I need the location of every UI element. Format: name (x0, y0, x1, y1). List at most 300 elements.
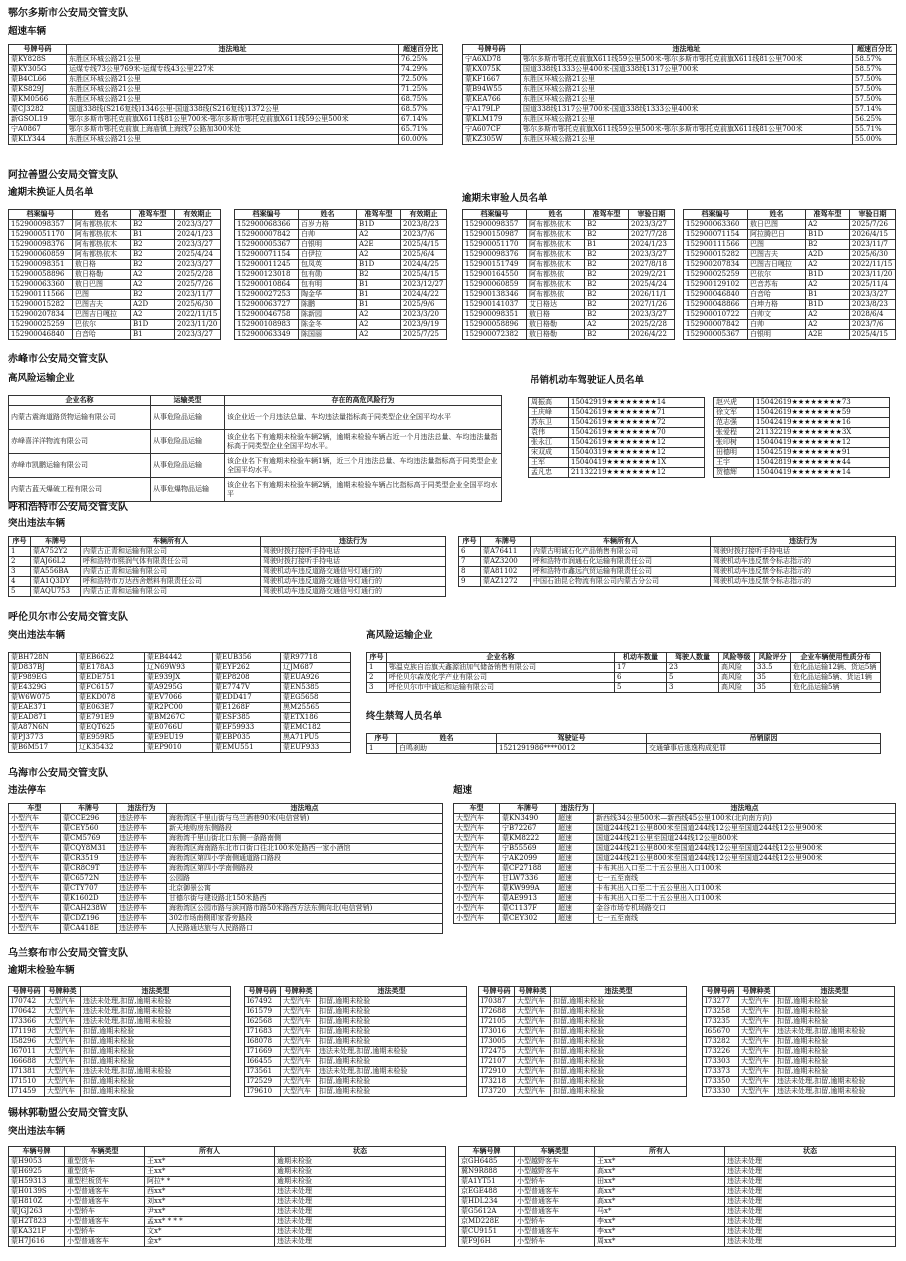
table-cell: 中国石油昆仑物流有限公司内蒙古分公司 (531, 577, 711, 587)
table-cell: 卡布其出入口至二十五公里出入口100米 (594, 884, 896, 894)
table-row (9, 478, 502, 502)
table-cell: 蒙EN5385 (281, 683, 351, 693)
table-cell: 白帅文 (748, 310, 806, 320)
table-row (479, 1057, 687, 1067)
table-cell: 阿拉腾巴日 (748, 230, 806, 240)
table-cell: 蒙AQU753 (31, 587, 81, 597)
table-cell: 蒙EAD871 (9, 713, 77, 723)
table-cell: 扣留,逾期未检验 (317, 1087, 467, 1097)
table-cell: 扣留,逾期未检验 (317, 997, 467, 1007)
table-row (459, 1157, 896, 1167)
table-cell: 大型汽车 (281, 1017, 317, 1027)
table-cell: 张爱程 (714, 428, 754, 438)
table-cell: 152900068366 (235, 220, 299, 230)
table-cell: 152900011245 (235, 260, 299, 270)
table-cell: 152900060859 (9, 250, 73, 260)
table-cell: I73282 (703, 1037, 739, 1047)
table-row (245, 1007, 467, 1017)
chifeng-highrisk-subtitle: 高风险运输企业 (8, 373, 75, 384)
table-cell: 蒙E178A3 (77, 663, 145, 673)
table-cell: I79610 (245, 1087, 281, 1097)
table-cell: 2023/3/27 (629, 250, 675, 260)
table-row (9, 1017, 231, 1027)
table-cell: 蒙CCE296 (61, 814, 117, 824)
table-cell: 蒙CEY560 (61, 824, 117, 834)
table-cell: 大型汽车 (739, 1067, 775, 1077)
column-header: 档案编号 (684, 210, 748, 220)
table-row (463, 290, 675, 300)
table-cell: 大型汽车 (739, 1047, 775, 1057)
table-cell: 小型汽车 (454, 914, 500, 924)
table-cell: 152900151749 (463, 260, 527, 270)
table-cell: 蒙KA321F (9, 1227, 65, 1237)
table-row (235, 250, 447, 260)
table-cell: 逾期未检验 (275, 1157, 446, 1167)
table-cell: A2 (806, 320, 850, 330)
table-row (479, 1077, 687, 1087)
table-cell: 违法未处理 (275, 1237, 446, 1247)
table-cell: 大型汽车 (281, 1077, 317, 1087)
table-cell: 蒙CAH238W (61, 904, 117, 914)
table-cell: 57.50% (853, 95, 897, 105)
table-cell: 15040419★★★★★★★★14 (754, 468, 890, 478)
table-cell: 8 (459, 567, 481, 577)
table-cell: 从事危险品运输 (151, 406, 225, 430)
table-cell: 超速 (556, 834, 594, 844)
table-cell: 小型普通客车 (515, 1207, 595, 1217)
table-cell: 阿布都热依木 (73, 240, 131, 250)
table-row (245, 1047, 467, 1057)
table-cell: 大型汽车 (739, 1027, 775, 1037)
table-cell: 蒙C6572N (61, 874, 117, 884)
table-cell: 扣留,逾期未检验 (551, 997, 687, 1007)
table-cell: 152900007842 (684, 320, 748, 330)
table-cell: 该企业名下有逾期未检验车辆2辆，逾期未检验车辆占比指标高于同类型企业全国平均水平 (225, 478, 502, 502)
table-header-row (459, 1147, 896, 1157)
table-row (479, 997, 687, 1007)
table-cell: 小型轿车 (65, 1207, 145, 1217)
table-row (9, 683, 351, 693)
ulanqab-table-4 (702, 986, 895, 1097)
table-cell: 大型汽车 (454, 834, 500, 844)
table-header-row (367, 734, 881, 744)
table-cell: 2023/3/27 (175, 330, 221, 340)
table-row (463, 240, 675, 250)
table-cell: I67492 (245, 997, 281, 1007)
table-cell: 袁伟 (529, 428, 569, 438)
table-cell: 驾驶机动车违反禁令标志指示的 (711, 577, 896, 587)
table-row (479, 1007, 687, 1017)
table-cell: B2 (585, 260, 629, 270)
table-row (9, 55, 443, 65)
table-cell: A2 (357, 320, 401, 330)
wuhai-speeding-table (453, 803, 896, 924)
table-row (529, 428, 705, 438)
table-cell: 鄂尔多斯市鄂托克前旗X611线59公里500米-鄂尔多斯市鄂托克前旗X611线81公里700米 (521, 125, 853, 135)
column-header: 序号 (459, 537, 481, 547)
table-cell: 陈新园 (299, 310, 357, 320)
table-row (235, 260, 447, 270)
chifeng-revoked-table-right (713, 397, 890, 478)
table-cell: 蒙KZ305W (463, 135, 521, 145)
column-header: 违法地址 (521, 45, 853, 55)
table-cell: 2023/3/27 (629, 220, 675, 230)
table-cell: 蒙EAE371 (9, 703, 77, 713)
table-cell: 宁A179LP (463, 105, 521, 115)
table-row (463, 75, 897, 85)
table-cell: 大型汽车 (739, 1017, 775, 1027)
table-cell: 152900063360 (9, 280, 73, 290)
table-row (459, 1167, 896, 1177)
table-cell: 呼和浩特市鑫远汽贸运输有限责任公司 (531, 567, 711, 577)
table-cell: 小型汽车 (9, 814, 61, 824)
table-cell: 小型越野客车 (515, 1157, 595, 1167)
table-row (459, 1187, 896, 1197)
table-cell: 呼和浩特市润通石化运输有限责任公司 (531, 557, 711, 567)
table-cell: 扣留,逾期未检验 (551, 1027, 687, 1037)
table-row (9, 1227, 446, 1237)
table-cell: 违法未处理 (275, 1197, 446, 1207)
table-cell: 大型汽车 (45, 1037, 81, 1047)
table-cell: 大型汽车 (739, 1057, 775, 1067)
table-row (9, 1007, 231, 1017)
table-cell: 蒙EV7066 (145, 693, 213, 703)
table-cell: 扣留,逾期未检验 (551, 1037, 687, 1047)
table-cell: 京EGE488 (459, 1187, 515, 1197)
chifeng-title: 赤峰市公安局交管支队 (8, 354, 108, 365)
table-row (463, 320, 675, 330)
table-header-row (684, 210, 896, 220)
table-cell: 危化品运输5辆 (791, 683, 881, 693)
table-cell: 65.71% (399, 125, 443, 135)
column-header: 所有人 (145, 1147, 275, 1157)
table-cell: 152900046840 (684, 290, 748, 300)
table-cell: 阿布都热依木 (527, 260, 585, 270)
table-row (459, 1227, 896, 1237)
table-cell: B1D (357, 220, 401, 230)
table-cell: 2025/9/6 (401, 300, 447, 310)
table-cell: 3 (667, 683, 719, 693)
table-cell: 蒙EDE751 (77, 673, 145, 683)
table-cell: 东胜区环城公路21公里 (521, 115, 853, 125)
table-cell: 辽JM687 (281, 663, 351, 673)
table-cell: 57.14% (853, 105, 897, 115)
table-cell: 违法停车 (117, 884, 167, 894)
table-cell: A2 (357, 330, 401, 340)
table-cell: 东胜区环城公路21公里 (67, 135, 399, 145)
table-cell: 黑A71PU5 (281, 733, 351, 743)
table-cell: 蒙R2PC00 (145, 703, 213, 713)
table-row (9, 874, 443, 884)
table-cell: B2 (131, 220, 175, 230)
column-header: 车牌号 (481, 537, 531, 547)
table-cell: 33.5 (755, 663, 791, 673)
table-cell: 2025/4/15 (401, 270, 447, 280)
hohhot-table-left (8, 536, 446, 597)
table-row (367, 744, 881, 754)
table-row (235, 310, 447, 320)
table-row (9, 105, 443, 115)
column-header: 违法行为 (261, 537, 446, 547)
table-cell: 152900010722 (684, 310, 748, 320)
table-cell: 小型汽车 (9, 824, 61, 834)
column-header: 违法地点 (594, 804, 896, 814)
ulanqab-table-1 (8, 986, 231, 1097)
table-cell: 小型汽车 (454, 864, 500, 874)
table-cell: 违法未处理 (725, 1227, 896, 1237)
table-cell: 公园路 (167, 874, 443, 884)
table-cell: 大型汽车 (515, 1087, 551, 1097)
table-row (529, 448, 705, 458)
table-cell: 扣留,逾期未检验 (551, 1067, 687, 1077)
table-row (703, 1047, 895, 1057)
table-cell: 七一五至南线 (594, 914, 896, 924)
column-header: 准驾车型 (806, 210, 850, 220)
table-row (684, 280, 896, 290)
table-cell: 23 (667, 663, 719, 673)
table-cell: I73235 (703, 1017, 739, 1027)
table-cell: 蒙H7J616 (9, 1237, 65, 1247)
table-cell: 152900005367 (684, 330, 748, 340)
table-cell: 蒙CQY8M31 (61, 844, 117, 854)
table-cell: 尹xx* (145, 1207, 275, 1217)
hulunbuir-title: 呼伦贝尔市公安局交管支队 (8, 612, 128, 623)
table-cell: 6 (459, 547, 481, 557)
table-cell: 大型汽车 (515, 1047, 551, 1057)
hulunbuir-violations-subtitle: 突出违法车辆 (8, 630, 66, 641)
table-cell: 百岁力格 (299, 220, 357, 230)
table-row (9, 673, 351, 683)
table-cell: 2025/4/24 (175, 250, 221, 260)
table-row (9, 1027, 231, 1037)
table-cell: 15040319★★★★★★★★12 (569, 448, 705, 458)
column-header: 档案编号 (9, 210, 73, 220)
table-cell: 蒙H59313 (9, 1177, 65, 1187)
table-cell: 2023/7/6 (401, 230, 447, 240)
table-cell: A2E (357, 240, 401, 250)
table-cell: 2027/7/28 (629, 230, 675, 240)
column-header: 违法类型 (317, 987, 467, 997)
table-cell: I70642 (9, 1007, 45, 1017)
table-cell: 敖日格勒 (73, 270, 131, 280)
table-cell: 超速 (556, 854, 594, 864)
table-cell: 2029/2/21 (629, 270, 675, 280)
table-row (9, 577, 446, 587)
table-row (9, 1087, 231, 1097)
column-header: 姓名 (299, 210, 357, 220)
table-cell: 违法停车 (117, 874, 167, 884)
table-cell: 驾驶时拨打接听手持电话 (261, 547, 446, 557)
table-cell: 包有勋 (299, 270, 357, 280)
table-cell: 大型汽车 (45, 1027, 81, 1037)
table-cell: 152900098351 (463, 310, 527, 320)
table-row (684, 240, 896, 250)
table-cell: A2 (357, 310, 401, 320)
table-cell: 宁A607CF (463, 125, 521, 135)
table-row (454, 854, 896, 864)
table-cell: B1 (357, 300, 401, 310)
table-cell: I68078 (245, 1037, 281, 1047)
table-row (454, 844, 896, 854)
column-header: 驾驶证号 (497, 734, 647, 744)
table-cell: 58.57% (853, 55, 897, 65)
table-header-row (463, 45, 897, 55)
table-cell: 扣留,逾期未检验 (551, 1017, 687, 1027)
table-cell: 违法未处理,扣留,逾期未检验 (775, 1027, 895, 1037)
table-cell: 范志强 (714, 418, 754, 428)
table-cell: 该企业名下有逾期未检验车辆1辆，近三个月违法总量、车均违法量指标高于同类型企业全国平均水平。 (225, 454, 502, 478)
table-row (9, 75, 443, 85)
table-cell: I73350 (703, 1077, 739, 1087)
table-cell: 违法未处理 (275, 1187, 446, 1197)
table-row (9, 894, 443, 904)
table-cell: 刘xx* (145, 1197, 275, 1207)
table-row (463, 95, 897, 105)
column-header: 车牌号 (500, 804, 556, 814)
table-row (9, 220, 221, 230)
table-row (463, 310, 675, 320)
table-row (529, 398, 705, 408)
table-row (9, 693, 351, 703)
table-header-row (703, 987, 895, 997)
table-cell: 蒙KN3490 (500, 814, 556, 824)
column-header: 违法地址 (67, 45, 399, 55)
table-cell: 6 (615, 673, 667, 683)
table-cell: 152900098357 (463, 220, 527, 230)
table-cell: 违法未处理 (725, 1197, 896, 1207)
table-cell: 蒙CDZ196 (61, 914, 117, 924)
table-cell: 小型汽车 (9, 844, 61, 854)
table-cell: 巴图 (73, 290, 131, 300)
table-cell: A2 (585, 320, 629, 330)
chifeng-revoked-table-left (528, 397, 705, 478)
alxa-license-table-right (234, 209, 447, 340)
column-header: 车辆类型 (515, 1147, 595, 1157)
table-cell: 超速 (556, 904, 594, 914)
xilingol-title: 锡林郭勒盟公安局交管支队 (8, 1108, 128, 1119)
table-cell: 蒙EB4442 (145, 653, 213, 663)
table-cell: 2025/7/25 (401, 330, 447, 340)
table-cell: 黑M25565 (281, 703, 351, 713)
table-cell: B2 (131, 250, 175, 260)
table-row (9, 904, 443, 914)
table-cell: 蒙A1YT51 (459, 1177, 515, 1187)
table-cell: 蒙D837BJ (9, 663, 77, 673)
table-cell: 驾驶机动车违反道路交通信号灯通行的 (261, 587, 446, 597)
table-row (703, 1057, 895, 1067)
table-cell: 蒙A752Y2 (31, 547, 81, 557)
table-cell: 危化品运输12辆、货运5辆 (791, 663, 881, 673)
table-row (9, 115, 443, 125)
table-header-row (9, 804, 443, 814)
table-cell: 大型汽车 (281, 997, 317, 1007)
table-row (714, 418, 890, 428)
table-row (703, 1077, 895, 1087)
table-header-row (463, 210, 675, 220)
table-cell: 违法停车 (117, 914, 167, 924)
table-cell: 蒙R97718 (281, 653, 351, 663)
table-row (479, 1017, 687, 1027)
table-row (459, 557, 896, 567)
table-cell: 2023/12/27 (401, 280, 447, 290)
table-row (9, 653, 351, 663)
table-cell: 高xx* (595, 1197, 725, 1207)
table-row (9, 1207, 446, 1217)
chifeng-revoked-subtitle: 吊销机动车驾驶证人员名单 (530, 375, 645, 386)
table-cell: I73218 (479, 1077, 515, 1087)
table-cell: 宁B55569 (500, 844, 556, 854)
table-cell: 蒙EUA926 (281, 673, 351, 683)
table-row (684, 250, 896, 260)
table-cell: 巴依尔 (73, 320, 131, 330)
table-cell: 京MD228E (459, 1217, 515, 1227)
table-cell: 蒙EQT625 (77, 723, 145, 733)
table-cell: 蒙CEY302 (500, 914, 556, 924)
table-cell: 运煤专线73公里769米-运煤专线43公里227米 (67, 65, 399, 75)
table-cell: 巴图吉夫 (73, 300, 131, 310)
table-cell: 国道338线1317公里700米-国道338线1333公里400米 (521, 105, 853, 115)
table-row (9, 1177, 446, 1187)
table-row (703, 1007, 895, 1017)
ordos-subtitle: 超速车辆 (8, 26, 47, 37)
column-header: 车辆号牌 (459, 1147, 515, 1157)
table-cell: B1D (357, 260, 401, 270)
table-cell: 田xx* (595, 1177, 725, 1187)
table-row (703, 1017, 895, 1027)
table-cell: I70742 (9, 997, 45, 1007)
table-cell: 苏东卫 (529, 418, 569, 428)
table-cell: 孟xx* * * * (145, 1217, 275, 1227)
table-row (479, 1037, 687, 1047)
table-cell: 152900098376 (463, 250, 527, 260)
table-row (235, 230, 447, 240)
table-row (9, 1197, 446, 1207)
table-cell: 152900048866 (684, 300, 748, 310)
ordos-table-left (8, 44, 443, 145)
table-cell: 王xx* (145, 1157, 275, 1167)
table-row (9, 290, 221, 300)
column-header: 序号 (367, 734, 397, 744)
table-cell: 小型汽车 (9, 874, 61, 884)
table-cell: 违法未处理 (725, 1237, 896, 1247)
table-cell: 蒙B6M517 (9, 743, 77, 753)
table-cell: 152900150987 (463, 230, 527, 240)
table-row (463, 300, 675, 310)
table-cell: 7 (459, 557, 481, 567)
table-row (454, 894, 896, 904)
table-cell: 152900129102 (684, 280, 748, 290)
table-cell: 陈鹏 (299, 300, 357, 310)
table-header-row (479, 987, 687, 997)
xilingol-subtitle: 突出违法车辆 (8, 1126, 66, 1137)
table-row (9, 567, 446, 577)
table-cell: B1D (806, 230, 850, 240)
table-row (9, 406, 502, 430)
alxa-exam-table-left (462, 209, 675, 340)
table-cell: 大型汽车 (281, 1067, 317, 1077)
table-row (9, 703, 351, 713)
ordos-table-right (462, 44, 897, 145)
table-cell: A2 (806, 280, 850, 290)
table-cell: 超速 (556, 884, 594, 894)
table-cell: 白帅 (748, 320, 806, 330)
table-cell: 违法停车 (117, 864, 167, 874)
table-cell: I73016 (479, 1027, 515, 1037)
table-cell: 2023/8/23 (850, 300, 896, 310)
table-cell: 东胜区环城公路21公里 (67, 85, 399, 95)
table-cell: 小型普通客车 (65, 1217, 145, 1227)
table-cell: I73373 (703, 1067, 739, 1077)
